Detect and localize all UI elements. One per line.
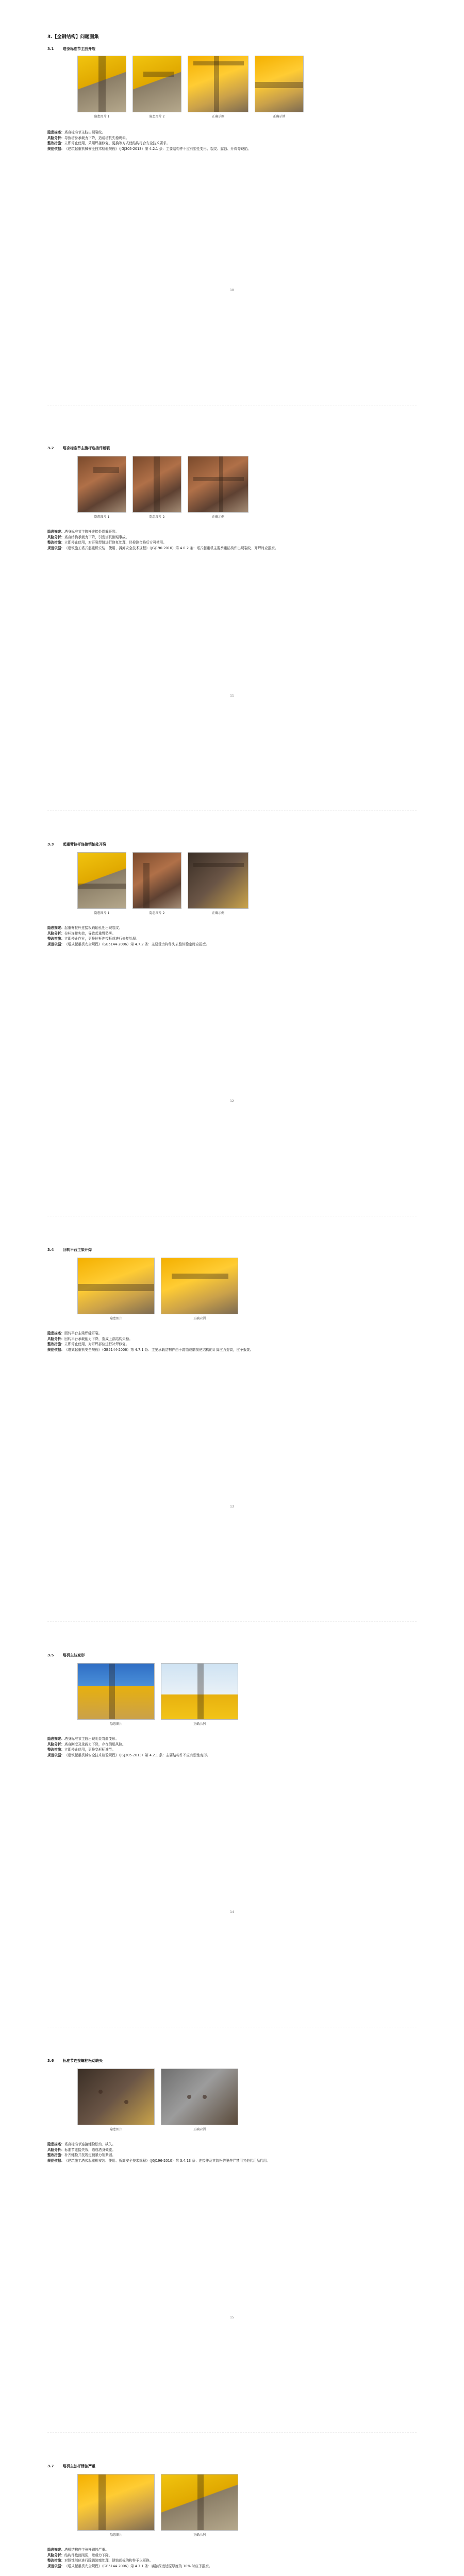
hazard-photo <box>132 456 181 513</box>
hazard-photo <box>77 852 126 909</box>
correct-photo <box>188 852 248 909</box>
rectification-measure: 立即停止使用，采用焊接修复、更换等方式使结构符合安全技术要求。 <box>64 141 170 145</box>
photo-row: 隐患图片 正确示例 <box>77 1258 238 1328</box>
page-4: 3.4 回转平台主梁开焊 隐患图片 正确示例 隐患描述： 回转平台主梁焊缝开裂。 风险分析： 回转平台承载能力下降，造成上部结构失稳。 整改措施： 立即停止使用，对开焊部位进行补焊修复。 规范依据： 《塔式起重机安全规程》（GB5144-2006）第 4.7.1 条：主要承载结构件由于腐蚀或磨损使结构的计算应力提高，应予报废。 13 <box>0 1216 464 1622</box>
correct-photo <box>188 56 248 112</box>
section-heading <box>47 446 110 451</box>
photo-hazard-2 <box>132 56 181 126</box>
section-number: 3.1 <box>47 47 54 51</box>
doc-title: 3.【全钢结构】问题图集 <box>47 35 99 40</box>
page-7 <box>0 2433 464 2576</box>
section-heading: 3.7 塔机主弦杆锈蚀严重 <box>47 2464 95 2468</box>
photo-row: 隐患图片 正确示例 <box>77 2069 238 2139</box>
correct-photo <box>161 1663 238 1720</box>
photo-row: 隐患图片 正确示例 <box>77 2474 238 2544</box>
photo-caption: 隐患图片 2 <box>149 115 165 118</box>
photo-correct: 正确示例 <box>188 456 248 526</box>
page-2 <box>0 405 464 811</box>
photo-hazard-1 <box>77 56 126 126</box>
photo-hazard-2: 隐患图片 2 <box>132 456 181 526</box>
hazard-photo <box>77 1663 155 1720</box>
description-block: 隐患描述： 塔身标准节主肢出现明显弯曲变形。 风险分析： 塔身刚度及承载力下降，存在倒塌风险。 整改措施： 立即停止使用，更换变形标准节。 规范依据： 《建筑起重机械安全技术检验规程》（JGJ305-2013）第 4.2.1 条：主要结构件不应有塑性变形。 <box>47 1737 210 1757</box>
section-heading: 3.6 标准节连接螺栓松动缺失 <box>47 2059 103 2063</box>
hazard-photo <box>132 56 181 112</box>
hazard-photo <box>77 56 126 112</box>
regulation-basis: 《建筑起重机械安全技术检验规程》（JGJ305-2013）第 4.2.1 条：主要结构件不应有塑性变形、裂纹、腐蚀、开焊等缺陷。 <box>64 146 251 151</box>
page-number: 11 <box>230 694 234 698</box>
correct-photo <box>255 56 304 112</box>
section-heading: 3.4 回转平台主梁开焊 <box>47 1248 92 1252</box>
section-number: 3.2 <box>47 446 54 450</box>
description-block: 隐患描述： 塔机结构件主弦杆锈蚀严重。 风险分析： 结构件截面削弱，承载力下降。 整改措施： 对锈蚀部位进行除锈防腐处理，锈蚀超标的构件予以更换。 规范依据： 《塔式起重机安全规程》（GB5144-2006）第 4.7.1 条：腐蚀深度达原厚度的 10% 时应予报废。 <box>47 2548 212 2568</box>
description-block: 隐患描述： 塔身标准节主腹杆连接处焊缝开裂。 风险分析： 塔身结构承载力下降，引发塔机倒塌事故。 整改措施： 立即停止使用，对开裂焊缝进行修复处理，经检测合格后方可使用。 规范依据： 《建筑施工塔式起重机安装、使用、拆卸安全技术规程》（JGJ196-2010）第 4.0.2 条：塔式起重机主要承重结构件出现裂纹、开焊时应报废。 <box>47 530 278 550</box>
description-block: 隐患描述： 塔身标准节主肢出现裂纹。 风险分析： 导致塔身承载力下降，造成塔机失稳坍塌。 整改措施： 立即停止使用，采用焊接修复、更换等方式使结构符合安全技术要求。 规范依据： 《建筑起重机械安全技术检验规程》（JGJ305-2013）第 4.2.1 条：主要结构件不应有塑性变形、裂纹、腐蚀、开焊等缺陷。 <box>47 130 417 151</box>
hazard-description: 塔身标准节主肢出现裂纹。 <box>64 130 106 134</box>
photo-caption: 正确示例 <box>273 115 286 118</box>
page-3: 3.3 起重臂拉杆连接销轴处开裂 隐患图片 1 隐患图片 2 正确示例 隐患描述： 起重臂拉杆连接板销轴孔处出现裂纹。 风险分析： 拉杆连接失效，导致起重臂坠落。 整改措施： 立即停止作业，更换拉杆连接板或进行修复处理。 规范依据： 《塔式起重机安全规程》（GB5144-2006）第 4.7.2 条：主要受力构件失去整体稳定时应报废。 12 <box>0 811 464 1216</box>
section-title: 塔身标准节主肢开裂 <box>63 47 95 51</box>
section-title: 塔身标准节主腹杆连接件断裂 <box>63 446 110 450</box>
photo-caption: 隐患图片 1 <box>94 115 110 118</box>
page-number: 10 <box>230 289 234 292</box>
hazard-photo <box>77 1258 155 1314</box>
photo-hazard-1: 隐患图片 1 <box>77 456 126 526</box>
hazard-photo <box>132 852 181 909</box>
hazard-photo <box>77 2474 155 2531</box>
page-1 <box>0 0 464 405</box>
description-block: 隐患描述： 起重臂拉杆连接板销轴孔处出现裂纹。 风险分析： 拉杆连接失效，导致起重臂坠落。 整改措施： 立即停止作业，更换拉杆连接板或进行修复处理。 规范依据： 《塔式起重机安全规程》（GB5144-2006）第 4.7.2 条：主要受力构件失去整体稳定时应报废。 <box>47 926 209 946</box>
hazard-photo <box>77 2069 155 2125</box>
correct-photo <box>161 2474 238 2531</box>
page-6: 3.6 标准节连接螺栓松动缺失 隐患图片 正确示例 隐患描述： 塔身标准节连接螺栓松动、缺失。 风险分析： 标准节连接失效，造成塔身倾覆。 整改措施： 补齐螺栓并按规定预紧力矩紧固。 规范依据： 《建筑施工塔式起重机安装、使用、拆卸安全技术规程》（JGJ196-2010）第 3.4.13 条：连接件及其防松防脱件严禁用其他代用品代用。 15 <box>0 2027 464 2433</box>
photo-caption: 正确示例 <box>211 115 224 118</box>
photo-row: 隐患图片 正确示例 <box>77 1663 238 1733</box>
hazard-photo <box>77 456 126 513</box>
risk-analysis: 导致塔身承载力下降，造成塔机失稳坍塌。 <box>64 135 129 140</box>
section-heading: 3.5 塔机主肢变形 <box>47 1653 85 1657</box>
section-heading: 3.3 起重臂拉杆连接销轴处开裂 <box>47 842 106 846</box>
photo-row: 隐患图片 1 隐患图片 2 正确示例 <box>77 852 248 922</box>
description-block: 隐患描述： 回转平台主梁焊缝开裂。 风险分析： 回转平台承载能力下降，造成上部结构失稳。 整改措施： 立即停止使用，对开焊部位进行补焊修复。 规范依据： 《塔式起重机安全规程》（GB5144-2006）第 4.7.1 条：主要承载结构件由于腐蚀或磨损使结构的计算应力提高，应予报废。 <box>47 1331 254 1352</box>
correct-photo <box>188 456 248 513</box>
section-heading <box>47 46 95 52</box>
photo-correct <box>188 56 248 126</box>
photo-correct-2 <box>255 56 304 126</box>
photo-row <box>77 456 248 526</box>
correct-photo <box>161 1258 238 1314</box>
page-5: 3.5 塔机主肢变形 隐患图片 正确示例 隐患描述： 塔身标准节主肢出现明显弯曲变形。 风险分析： 塔身刚度及承载力下降，存在倒塌风险。 整改措施： 立即停止使用，更换变形标准节。 规范依据： 《建筑起重机械安全技术检验规程》（JGJ305-2013）第 4.2.1 条：主要结构件不应有塑性变形。 14 <box>0 1622 464 2027</box>
correct-photo <box>161 2069 238 2125</box>
description-block: 隐患描述： 塔身标准节连接螺栓松动、缺失。 风险分析： 标准节连接失效，造成塔身倾覆。 整改措施： 补齐螺栓并按规定预紧力矩紧固。 规范依据： 《建筑施工塔式起重机安装、使用、拆卸安全技术规程》（JGJ196-2010）第 3.4.13 条：连接件及其防松防脱件严禁用其他代用品代用。 <box>47 2142 270 2163</box>
photo-row <box>77 56 304 126</box>
